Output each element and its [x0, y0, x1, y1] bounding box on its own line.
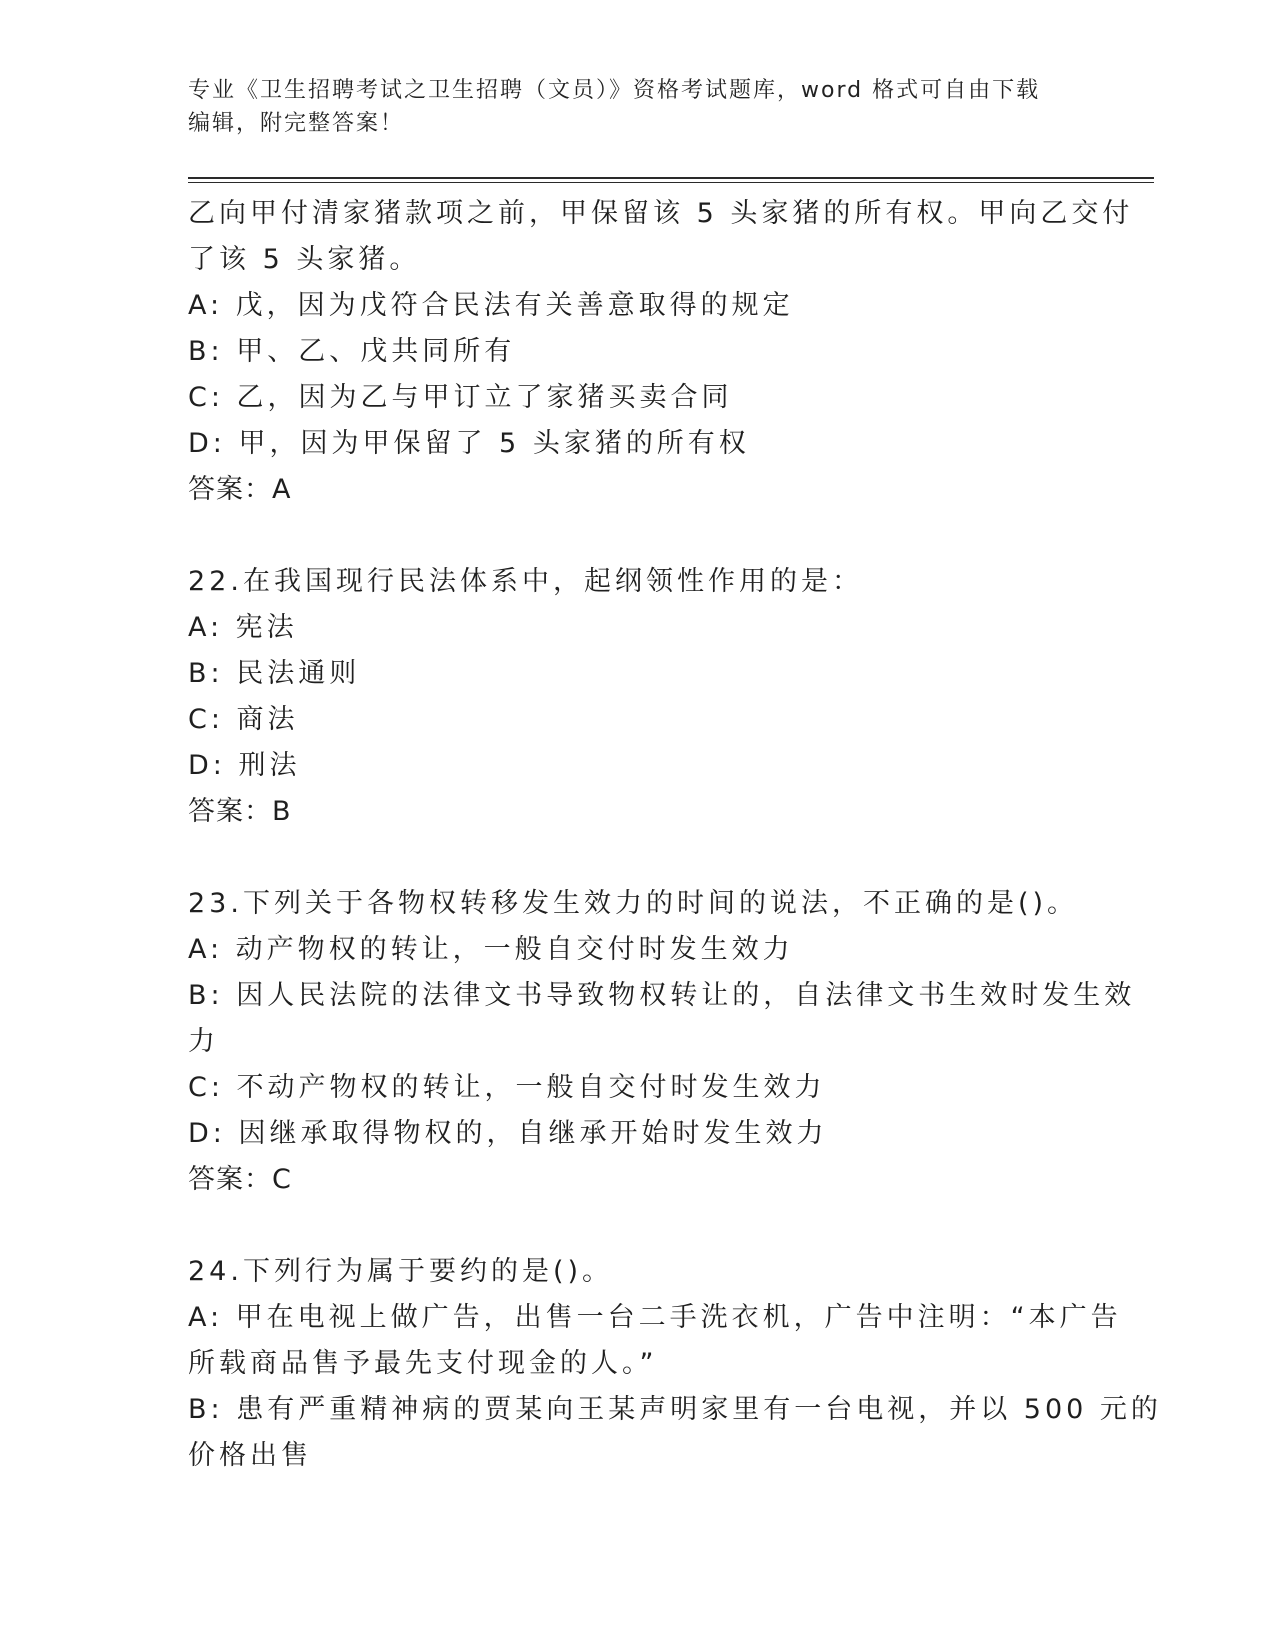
option-a: A: 动产物权的转让，一般自交付时发生效力	[188, 934, 794, 965]
option-d: D: 刑法	[188, 750, 301, 781]
header-divider-thick	[188, 177, 1154, 179]
option-b-continued: 价格出售	[188, 1440, 312, 1471]
option-a: A: 戊，因为戊符合民法有关善意取得的规定	[188, 290, 794, 321]
option-b: B: 甲、乙、戊共同所有	[188, 336, 516, 367]
option-a-continued: 所载商品售予最先支付现金的人。”	[188, 1348, 658, 1379]
option-b: B: 患有严重精神病的贾某向王某声明家里有一台电视，并以 500 元的	[188, 1394, 1162, 1425]
option-d: D: 甲，因为甲保留了 5 头家猪的所有权	[188, 428, 750, 459]
header-divider-thin	[188, 182, 1154, 183]
document-body	[188, 191, 1162, 1479]
question-22	[188, 559, 1078, 835]
answer-line: 答案：C	[188, 1164, 292, 1195]
option-c: C: 商法	[188, 704, 299, 735]
question-continuation	[188, 191, 1134, 513]
header-line-1: 专业《卫生招聘考试之卫生招聘（文员）》资格考试题库，word 格式可自由下载	[188, 78, 1041, 103]
question-stem: 22.在我国现行民法体系中，起纲领性作用的是：	[188, 566, 863, 597]
question-text-line: 了该 5 头家猪。	[188, 244, 421, 275]
answer-line: 答案：A	[188, 474, 292, 505]
question-24	[188, 1249, 1162, 1479]
option-d: D: 因继承取得物权的，自继承开始时发生效力	[188, 1118, 828, 1149]
question-text-line: 乙向甲付清家猪款项之前，甲保留该 5 头家猪的所有权。甲向乙交付	[188, 198, 1134, 229]
option-b: B: 因人民法院的法律文书导致物权转让的，自法律文书生效时发生效	[188, 980, 1136, 1011]
spacer	[188, 513, 1078, 559]
option-c: C: 乙，因为乙与甲订立了家猪买卖合同	[188, 382, 733, 413]
spacer	[188, 835, 1078, 881]
question-stem: 23.下列关于各物权转移发生效力的时间的说法，不正确的是()。	[188, 888, 1079, 919]
question-23	[188, 881, 1136, 1203]
option-c: C: 不动产物权的转让，一般自交付时发生效力	[188, 1072, 826, 1103]
spacer	[188, 1203, 1078, 1249]
header-line-2: 编辑，附完整答案！	[188, 111, 405, 136]
document-header	[188, 74, 1088, 140]
option-a: A: 宪法	[188, 612, 298, 643]
option-b: B: 民法通则	[188, 658, 361, 689]
question-stem: 24.下列行为属于要约的是()。	[188, 1256, 614, 1287]
answer-line: 答案：B	[188, 796, 292, 827]
option-b-continued: 力	[188, 1026, 219, 1057]
option-a: A: 甲在电视上做广告，出售一台二手洗衣机，广告中注明：“本广告	[188, 1302, 1122, 1333]
